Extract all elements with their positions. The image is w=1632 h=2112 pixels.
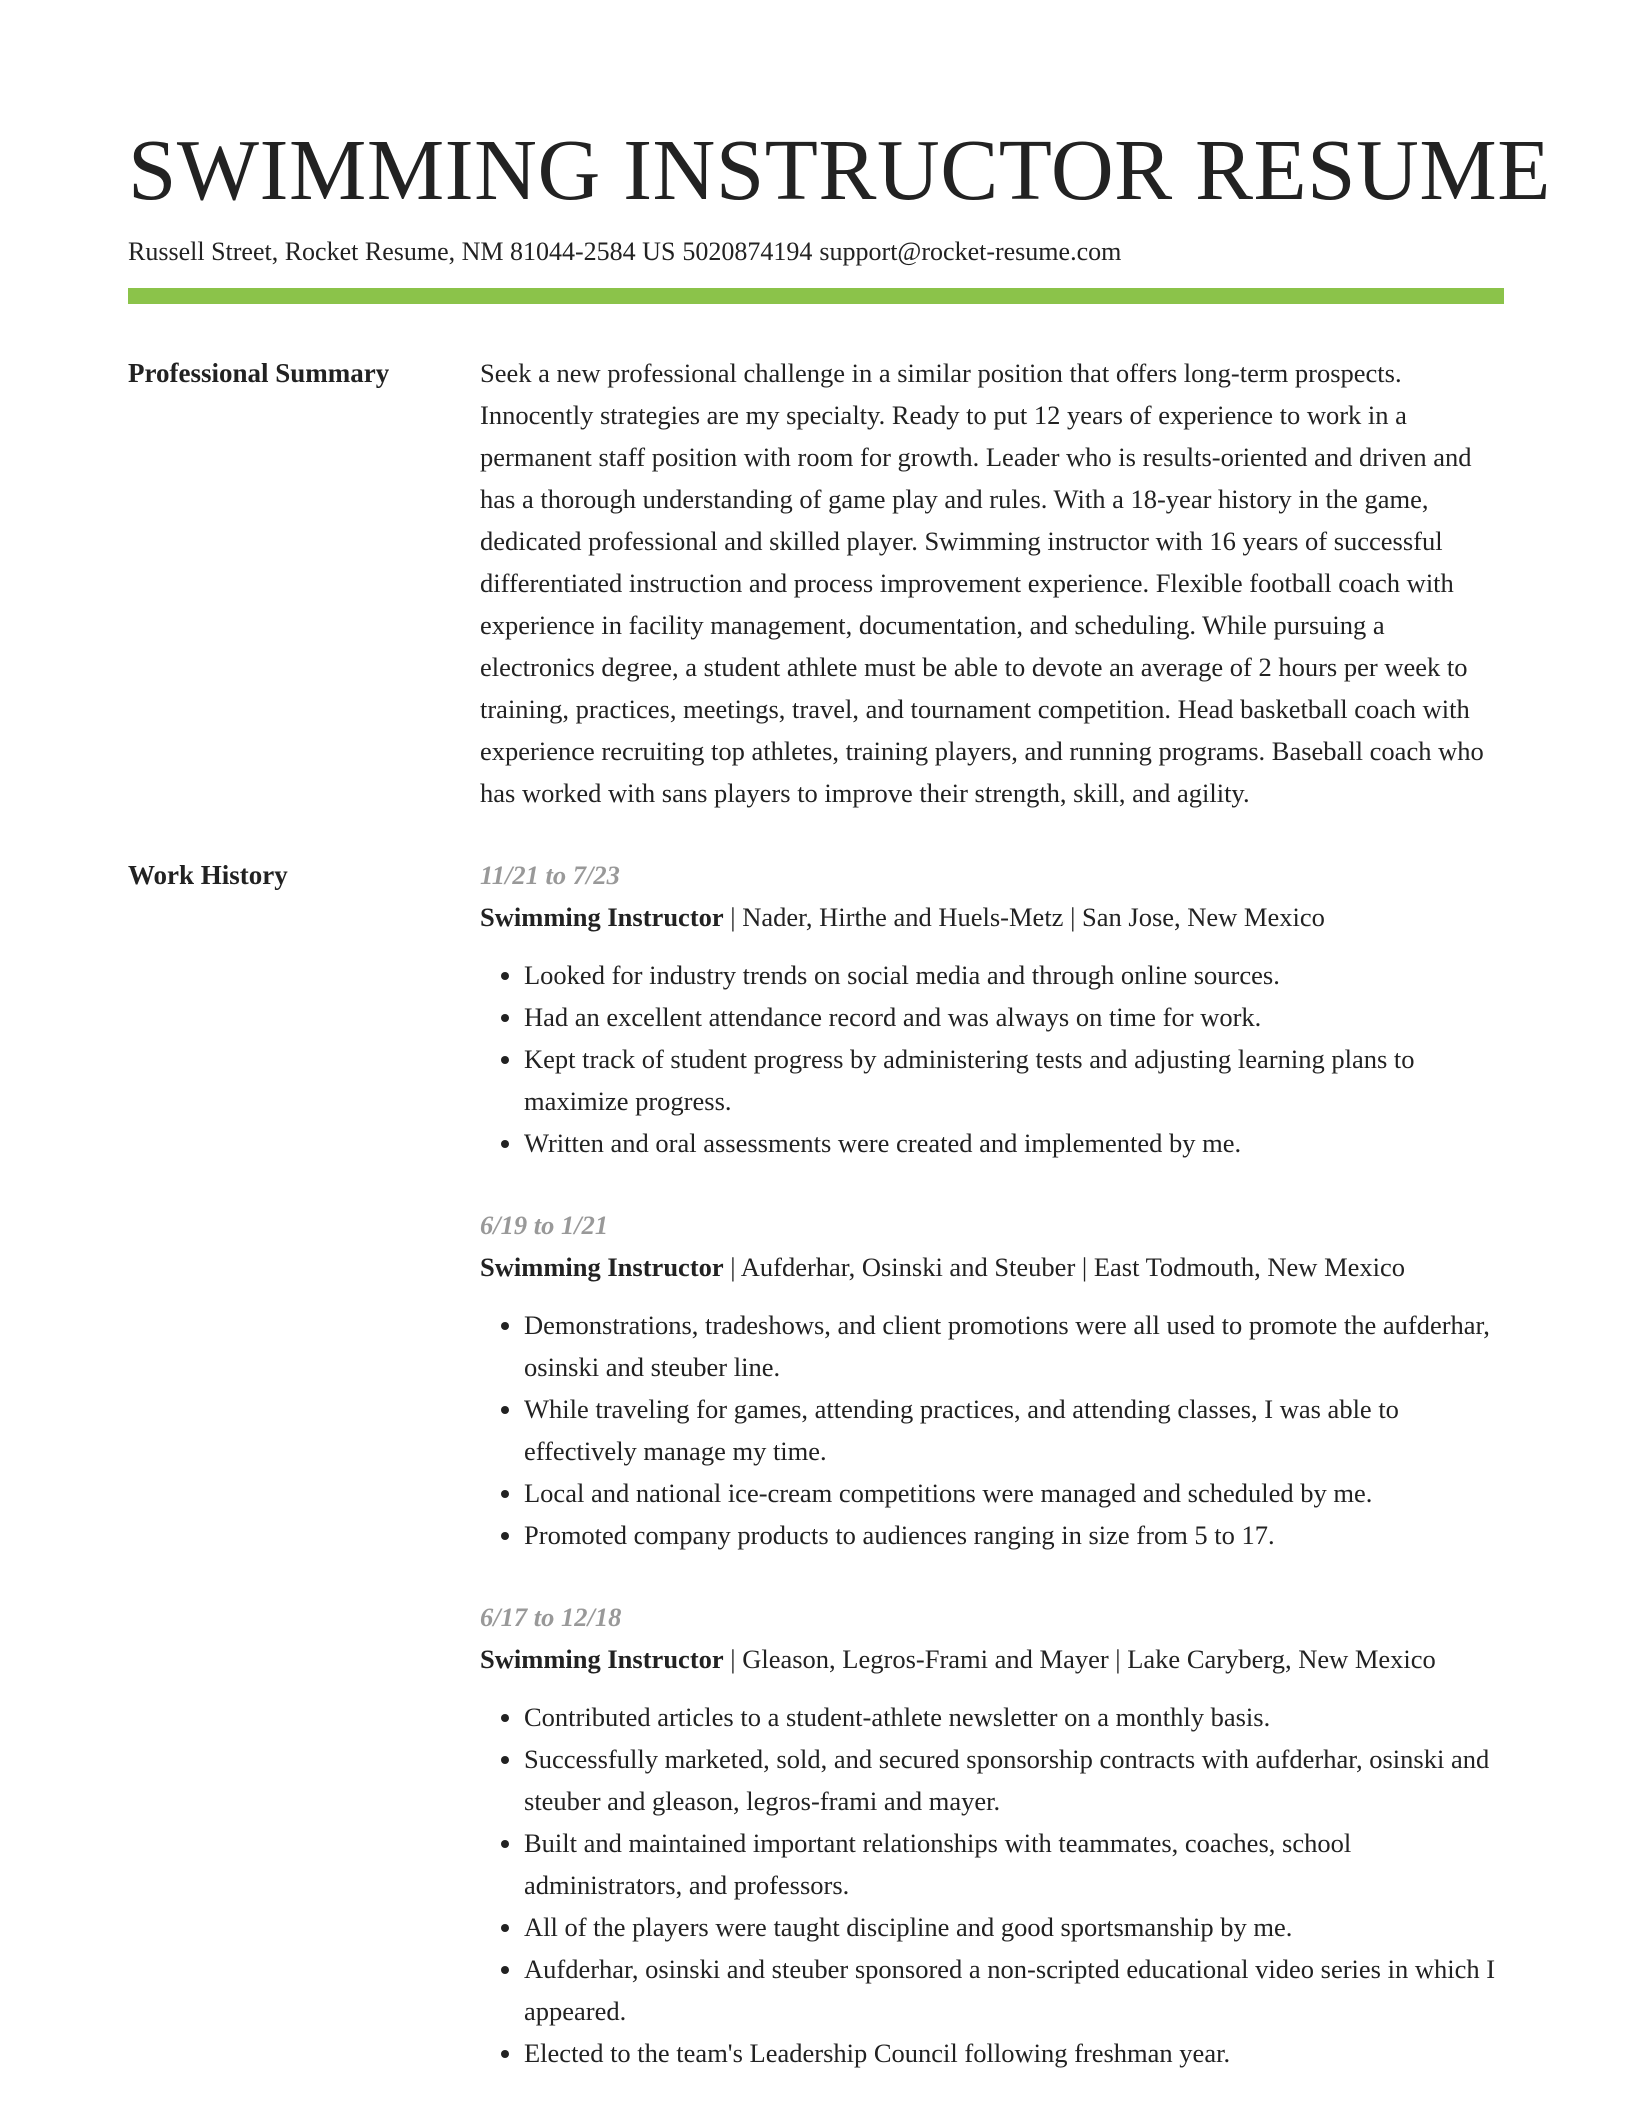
section-label-summary: Professional Summary — [128, 358, 390, 388]
resume-title: SWIMMING INSTRUCTOR RESUME — [128, 121, 1551, 218]
job-bullets — [480, 1696, 1504, 2074]
summary-text: Seek a new professional challenge in a similar position that offers long-term prospects. Innocently strategies are my specialty. Ready to put 12 years of experience to work in a permanent staff position with room for growth. Leader who is results-oriented and driven and has a thorough understanding of game play and rules. With a 18-year history in the game, dedicated professional and skilled player. Swimming instructor with 16 years of successful differentiated instruction and process improvement experience. Flexible football coach with experience in facility management, documentation, and scheduling. While pursuing a electronics degree, a student athlete must be able to devote an average of 2 hours per week to training, practices, meetings, travel, and tournament competition. Head basketball coach with experience recruiting top athletes, training players, and running programs. Baseball coach who has worked with sans players to improve their strength, skill, and agility. — [480, 358, 1484, 808]
job-bullet: • Looked for industry trends on social media and through online sources. — [524, 954, 1504, 996]
job-bullets — [480, 1304, 1504, 1556]
job-dates: 6/17 to 12/18 — [480, 1602, 622, 1632]
job-title: Swimming Instructor — [480, 1252, 724, 1282]
contact-line — [128, 236, 1504, 268]
job-title: Swimming Instructor — [480, 1644, 724, 1674]
contact-phone: 5020874194 — [682, 237, 813, 266]
job-heading — [480, 1246, 1504, 1288]
job-dates: 6/19 to 1/21 — [480, 1210, 609, 1240]
job-heading — [480, 896, 1504, 938]
contact-email: support@rocket-resume.com — [819, 237, 1122, 266]
job-bullets — [480, 954, 1504, 1164]
job-bullet: • Kept track of student progress by administering tests and adjusting learning plans to maximize progress. — [524, 1038, 1504, 1122]
job-bullet: • Local and national ice-cream competitions were managed and scheduled by me. — [524, 1472, 1504, 1514]
job-bullet: • Elected to the team's Leadership Council following freshman year. — [524, 2032, 1504, 2074]
work-history-section — [128, 854, 1504, 2074]
resume-page — [128, 118, 1551, 2074]
job-entry — [480, 1204, 1504, 1556]
job-heading — [480, 1638, 1504, 1680]
section-label-work-history: Work History — [128, 860, 288, 890]
job-bullet: • Demonstrations, tradeshows, and client promotions were all used to promote the aufderhar, osinski and steuber line. — [524, 1304, 1504, 1388]
professional-summary-section — [128, 352, 1504, 814]
job-employer-location: | Gleason, Legros-Frami and Mayer | Lake Caryberg, New Mexico — [723, 1644, 1436, 1674]
job-bullet: • Promoted company products to audiences ranging in size from 5 to 17. — [524, 1514, 1504, 1556]
job-title: Swimming Instructor — [480, 902, 724, 932]
job-dates: 11/21 to 7/23 — [480, 860, 620, 890]
job-bullet: • Aufderhar, osinski and steuber sponsored a non-scripted educational video series in which I appeared. — [524, 1948, 1504, 2032]
job-bullet: • Had an excellent attendance record and was always on time for work. — [524, 996, 1504, 1038]
job-bullet: • Built and maintained important relationships with teammates, coaches, school administrators, and professors. — [524, 1822, 1504, 1906]
job-entry — [480, 1596, 1504, 2074]
job-employer-location: | Aufderhar, Osinski and Steuber | East Todmouth, New Mexico — [723, 1252, 1406, 1282]
job-bullet: • Contributed articles to a student-athlete newsletter on a monthly basis. — [524, 1696, 1504, 1738]
contact-address: Russell Street, Rocket Resume, NM 81044-2584 US — [128, 237, 676, 266]
job-bullet: • Written and oral assessments were created and implemented by me. — [524, 1122, 1504, 1164]
job-bullet: • All of the players were taught discipline and good sportsmanship by me. — [524, 1906, 1504, 1948]
job-bullet: • Successfully marketed, sold, and secured sponsorship contracts with aufderhar, osinski and steuber and gleason, legros-frami and mayer. — [524, 1738, 1504, 1822]
work-history-list — [480, 854, 1504, 2074]
header-divider — [128, 288, 1504, 304]
job-entry — [480, 854, 1504, 1164]
job-employer-location: | Nader, Hirthe and Huels-Metz | San Jose, New Mexico — [723, 902, 1325, 932]
job-bullet: • While traveling for games, attending practices, and attending classes, I was able to effectively manage my time. — [524, 1388, 1504, 1472]
